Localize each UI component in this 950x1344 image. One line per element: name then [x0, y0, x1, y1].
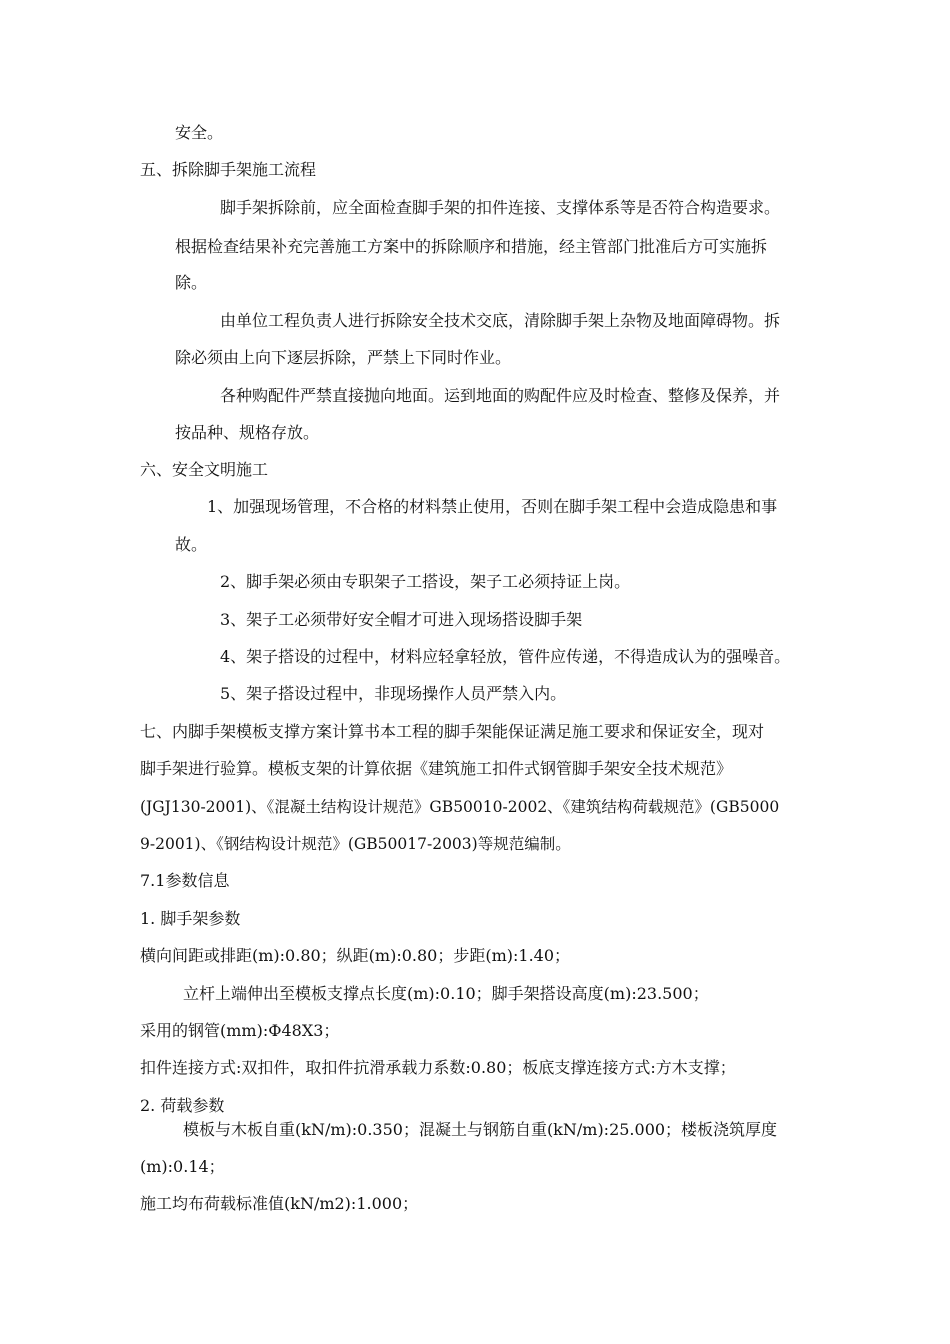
subsection-heading: 2. 荷载参数: [140, 1096, 225, 1115]
list-item: 3、架子工必须带好安全帽才可进入现场搭设脚手架: [220, 610, 583, 629]
text-line: 除必须由上向下逐层拆除，严禁上下同时作业。: [175, 348, 512, 367]
param-line: 扣件连接方式:双扣件，取扣件抗滑承载力系数:0.80；板底支撑连接方式:方木支撑；: [140, 1058, 736, 1077]
param-line: 施工均布荷载标准值(kN/m2):1.000；: [140, 1194, 419, 1213]
text-line: 脚手架进行验算。模板支架的计算依据《建筑施工扣件式钢管脚手架安全技术规范》: [140, 759, 733, 778]
section-heading: 五、拆除脚手架施工流程: [140, 160, 317, 179]
list-item: 4、架子搭设的过程中，材料应轻拿轻放，管件应传递，不得造成认为的强噪音。: [220, 647, 791, 666]
param-line: (m):0.14；: [140, 1157, 225, 1176]
text-line: 故。: [175, 535, 208, 554]
text-line: 按品种、规格存放。: [175, 423, 320, 442]
subsection-heading: 1. 脚手架参数: [140, 909, 241, 928]
subsection-heading: 7.1参数信息: [140, 871, 230, 890]
text-line: 除。: [175, 273, 208, 292]
param-line: 模板与木板自重(kN/m):0.350；混凝土与钢筋自重(kN/m):25.000；楼板浇筑厚度: [183, 1120, 778, 1139]
text-line: (JGJ130-2001)、《混凝土结构设计规范》GB50010-2002、《建筑结构荷载规范》(GB5000: [140, 798, 780, 816]
text-line: 各种购配件严禁直接抛向地面。运到地面的购配件应及时检查、整修及保养，并: [220, 386, 781, 405]
text-line: 9-2001)、《钢结构设计规范》(GB50017-2003)等规范编制。: [140, 835, 571, 853]
list-item: 2、脚手架必须由专职架子工搭设，架子工必须持证上岗。: [220, 572, 631, 591]
text-line: 安全。: [175, 123, 224, 142]
text-line: 由单位工程负责人进行拆除安全技术交底，清除脚手架上杂物及地面障碍物。拆: [220, 311, 781, 330]
section-heading: 七、内脚手架模板支撑方案计算书本工程的脚手架能保证满足施工要求和保证安全，现对: [140, 722, 765, 741]
param-line: 立杆上端伸出至模板支撑点长度(m):0.10；脚手架搭设高度(m):23.500；: [183, 984, 709, 1003]
text-line: 根据检查结果补充完善施工方案中的拆除顺序和措施，经主管部门批准后方可实施拆: [175, 237, 768, 256]
param-line: 横向间距或排距(m):0.80；纵距(m):0.80；步距(m):1.40；: [140, 946, 571, 965]
list-item: 1、加强现场管理，不合格的材料禁止使用，否则在脚手架工程中会造成隐患和事: [207, 497, 778, 516]
section-heading: 六、安全文明施工: [140, 460, 269, 479]
param-line: 采用的钢管(mm):Ф48X3；: [140, 1021, 340, 1040]
text-line: 脚手架拆除前，应全面检查脚手架的扣件连接、支撑体系等是否符合构造要求。: [220, 198, 781, 217]
list-item: 5、架子搭设过程中，非现场操作人员严禁入内。: [220, 684, 567, 703]
